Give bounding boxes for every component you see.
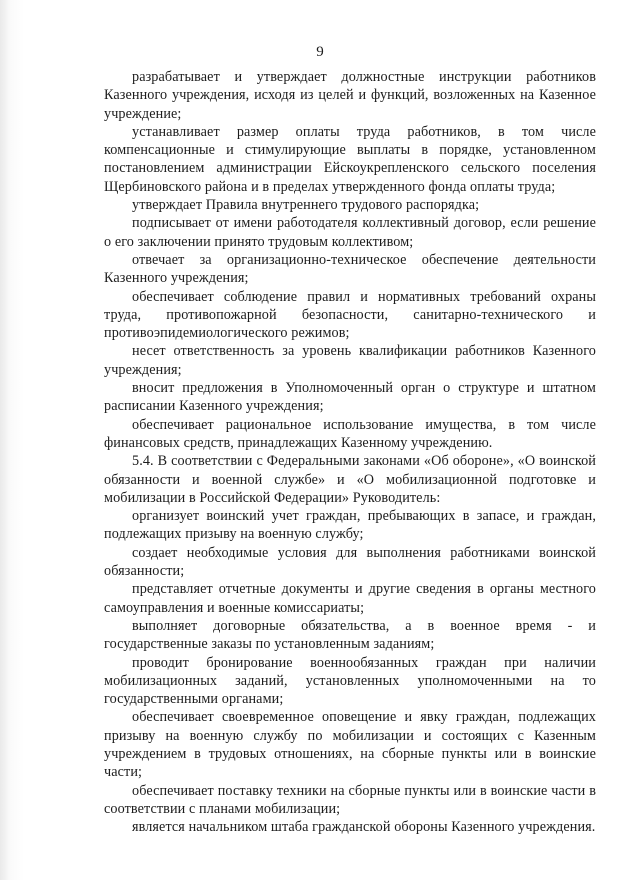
paragraph: обеспечивает своевременное оповещение и явку граждан, подлежащих призыву на военную службу по мобилизации и состоящих с Казенным учреждением в трудовых отношениях, на сборные пункты или в воинские части; <box>104 709 596 781</box>
page-number: 9 <box>316 44 324 60</box>
paragraph: создает необходимые условия для выполнения работниками воинской обязанности; <box>104 544 596 580</box>
paragraph: устанавливает размер оплаты труда работников, в том числе компенсационные и стимулирующие выплаты в порядке, установленном постановлением администрации Ейскоукрепленского сельского поселения Щербиновского района и в пределах утвержденного фонда оплаты труда; <box>104 123 596 195</box>
paragraph: является начальником штаба гражданской обороны Казенного учреждения. <box>132 819 596 836</box>
document-body <box>104 68 596 836</box>
paragraph: обеспечивает рациональное использование имущества, в том числе финансовых средств, принадлежащих Казенному учреждению. <box>104 416 596 451</box>
paragraph: разрабатывает и утверждает должностные инструкции работников Казенного учреждения, исходя из целей и функций, возложенных на Казенное учреждение; <box>104 69 596 122</box>
paragraph: отвечает за организационно-техническое обеспечение деятельности Казенного учреждения; <box>104 251 596 287</box>
paragraph: организует воинский учет граждан, пребывающих в запасе, и граждан, подлежащих призыву на военную службу; <box>104 508 596 543</box>
paragraph: вносит предложения в Уполномоченный орган о структуре и штатном расписании Казенного учреждения; <box>104 380 596 415</box>
paragraph: несет ответственность за уровень квалификации работников Казенного учреждения; <box>104 343 596 378</box>
paragraph: подписывает от имени работодателя коллективный договор, если решение о его заключении принято трудовым коллективом; <box>104 215 596 250</box>
paragraph: выполняет договорные обязательства, а в военное время - и государственные заказы по установленным заданиям; <box>104 617 596 653</box>
paragraph: представляет отчетные документы и другие сведения в органы местного самоуправления и военные комиссариаты; <box>104 581 596 616</box>
paragraph: проводит бронирование военнообязанных граждан при наличии мобилизационных заданий, установленных уполномоченными на то государственными органами; <box>104 654 596 708</box>
paragraph: обеспечивает соблюдение правил и нормативных требований охраны труда, противопожарной безопасности, санитарно-технического и противоэпидемиологического режимов; <box>104 288 596 342</box>
paragraph: утверждает Правила внутреннего трудового распорядка; <box>132 197 480 214</box>
paragraph: обеспечивает поставку техники на сборные пункты или в воинские части в соответствии с планами мобилизации; <box>104 782 596 817</box>
paragraph: 5.4. В соответствии с Федеральными законами «Об обороне», «О воинской обязанности и военной службе» и «О мобилизационной подготовке и мобилизации в Российской Федерации» Руководитель: <box>104 453 596 506</box>
